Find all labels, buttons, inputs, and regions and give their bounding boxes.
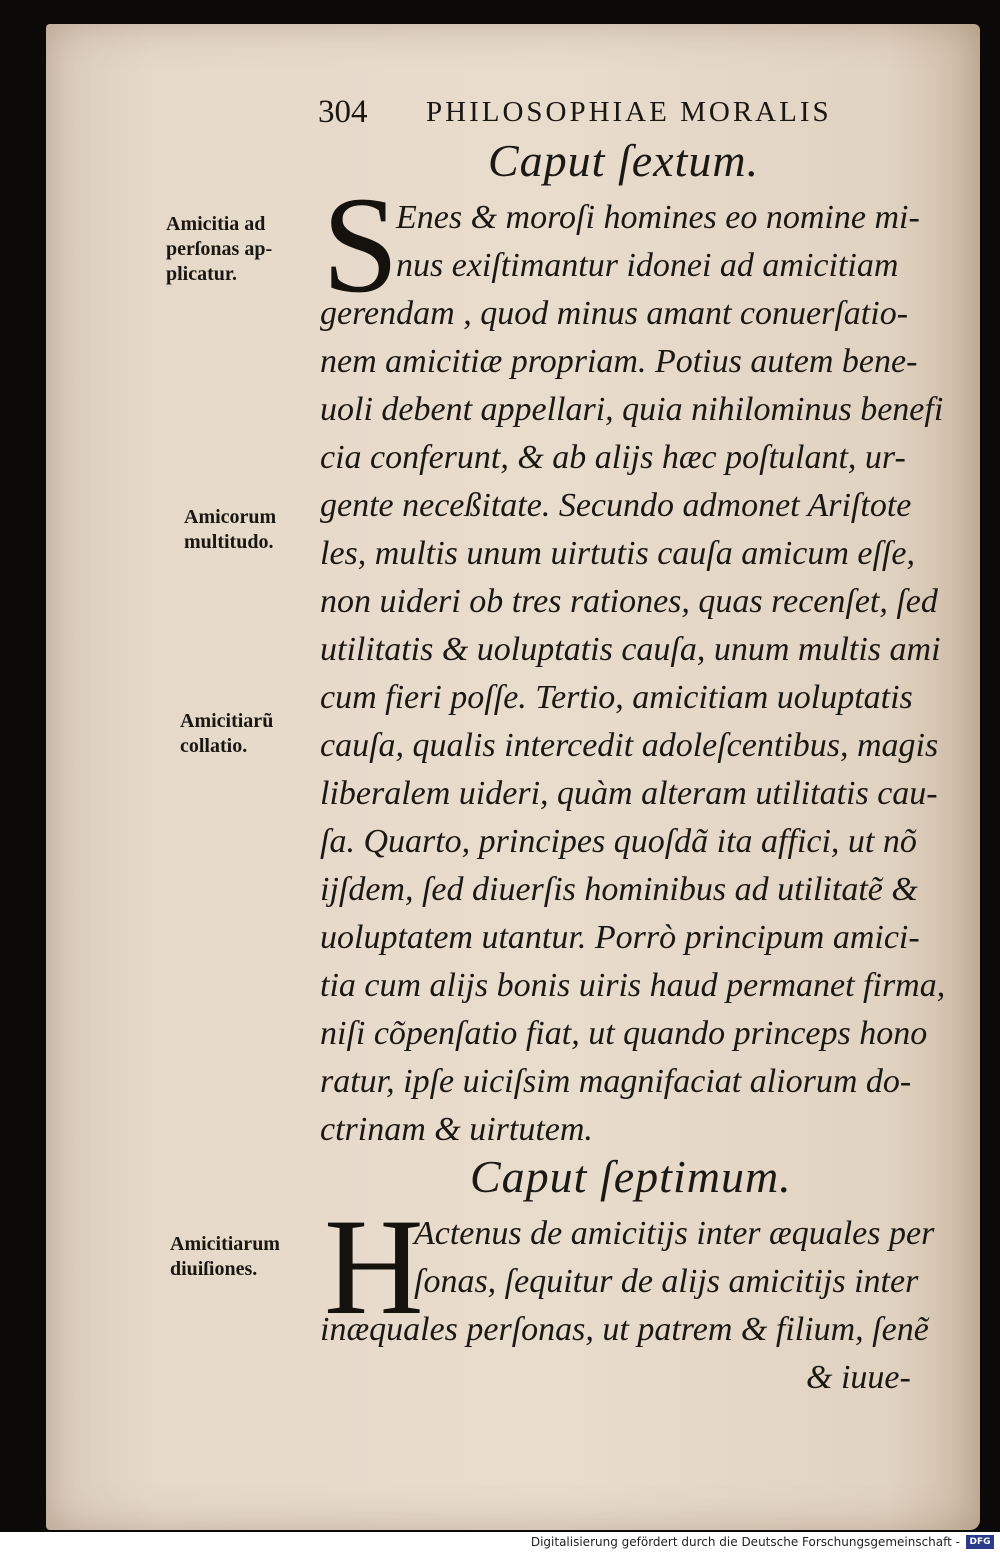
text-line: inæquales perſonas, ut patrem & filium, ſenẽ <box>320 1311 929 1348</box>
text-line: tia cum aliјs bonis uiris haud permanet firma, <box>320 967 946 1004</box>
text-line: utilitatis & uoluptatis cauſa, unum multis ami <box>320 631 941 668</box>
chapter-heading-6: Caput ſextum. <box>488 135 760 186</box>
marginal-line: Amicitia ad <box>166 213 266 235</box>
dfg-logo: DFG <box>966 1535 994 1549</box>
marginal-line: multitudo. <box>184 531 274 553</box>
drop-cap-s: S <box>322 168 399 321</box>
marginal-line: Amicitiarũ <box>180 710 274 732</box>
text-line: nem amicitiæ propriam. Potius autem bene- <box>320 343 918 380</box>
text-line: uoluptatem utantur. Porrò principum amici- <box>320 919 920 956</box>
text-line: uoli debent appellari, quia nihilominus benefi <box>320 391 944 428</box>
text-line: ratur, ipſe uiciſsim magnifaciat aliorum do- <box>320 1063 912 1100</box>
text-line: cia conferunt, & ab aliјs hæc poſtulant, ur- <box>320 439 906 476</box>
text-line: gente neceßitate. Secundo admonet Ariſtote <box>320 487 912 524</box>
text-line: ctrinam & uirtutem. <box>320 1111 593 1148</box>
text-line: nus exiſtimantur idonei ad amicitiam <box>396 247 899 284</box>
page-number: 304 <box>318 94 368 130</box>
marginal-note-1 <box>166 212 272 287</box>
text-line: ſonas, ſequitur de aliјs amicitijs inter <box>414 1263 919 1300</box>
text-line: cum fieri poſſe. Tertio, amicitiam uoluptatis <box>320 679 913 716</box>
marginal-line: perſonas ap- <box>166 238 273 260</box>
footer-credit: Digitalisierung gefördert durch die Deutsche Forschungsgemeinschaft - <box>530 1535 960 1549</box>
text-line: Actenus de amicitijs inter æquales per <box>414 1215 935 1252</box>
text-line: les, multis unum uirtutis cauſa amicum eſſe, <box>320 535 915 572</box>
catchword: & iuue- <box>806 1359 911 1396</box>
marginal-line: Amicitiarum <box>170 1233 280 1255</box>
text-line: niſi cõpenſatio fiat, ut quando princeps hono <box>320 1015 928 1052</box>
marginal-line: Amicorum <box>184 506 277 528</box>
text-line: cauſa, qualis intercedit adoleſcentibus, magis <box>320 727 939 764</box>
text-line: ijſdem, ſed diuerſis hominibus ad utilitatẽ & <box>320 871 918 908</box>
text-line: ſa. Quarto, principes quoſdã ita affici, ut nõ <box>320 823 917 860</box>
marginal-line: collatio. <box>180 735 248 757</box>
text-line: Enes & moroſi homines eo nomine mi- <box>396 199 920 236</box>
marginal-note-2 <box>184 505 276 555</box>
marginal-note-3 <box>180 709 273 759</box>
chapter-heading-7: Caput ſeptimum. <box>470 1151 792 1202</box>
text-line: non uideri ob tres rationes, quas recenſet, ſed <box>320 583 938 620</box>
marginal-note-4 <box>170 1232 280 1282</box>
running-title: PHILOSOPHIAE MORALIS <box>426 96 832 128</box>
text-line: liberalem uideri, quàm alteram utilitatis cau- <box>320 775 938 812</box>
footer-bar <box>0 1532 1000 1552</box>
drop-cap-h: H <box>324 1190 424 1343</box>
marginal-line: diuiſiones. <box>170 1258 258 1280</box>
text-line: gerendam , quod minus amant conuerſatio- <box>320 295 909 332</box>
marginal-line: plicatur. <box>166 263 237 285</box>
